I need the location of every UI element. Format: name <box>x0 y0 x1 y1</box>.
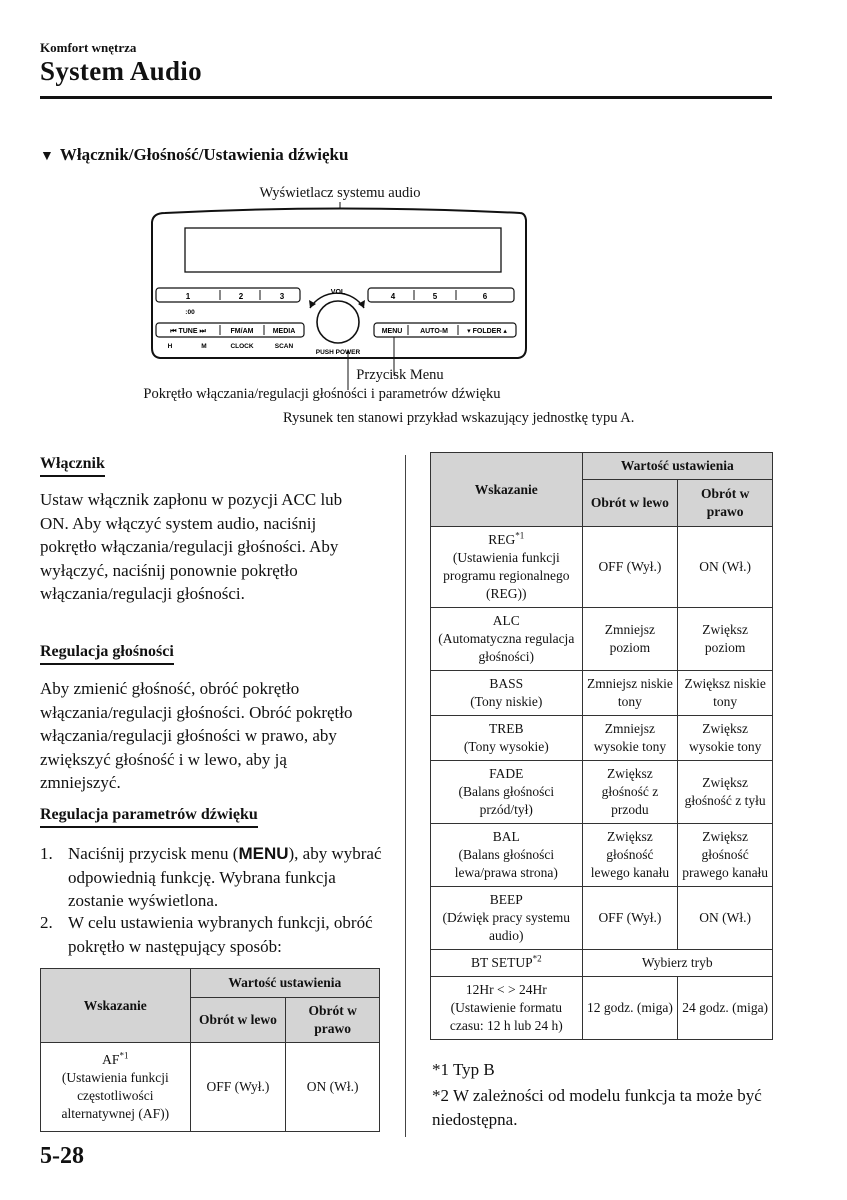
right-value-cell: ON (Wł.) <box>678 527 773 608</box>
media-button: MEDIA <box>272 328 296 335</box>
left-value-cell: 12 godz. (miga) <box>582 977 678 1040</box>
col-header-right: Obrót w prawo <box>678 480 773 527</box>
left-value-cell: Zmniejsz wysokie tony <box>582 716 678 761</box>
step-2-number: 2. <box>40 913 53 932</box>
left-value-cell: Zmniejsz niskie tony <box>582 671 678 716</box>
indicator-cell: BEEP (Dźwięk pracy systemu audio) <box>431 887 583 950</box>
footnote-1: *1 Typ B <box>432 1060 495 1079</box>
step-2 <box>40 911 390 961</box>
indicator-cell: TREB (Tony wysokie) <box>431 716 583 761</box>
indicator-cell: BT SETUP$^{*2}$ <box>431 950 583 977</box>
indicator-cell: BAL (Balans głośności lewa/prawa strona) <box>431 824 583 887</box>
footnote-2: *2 W zależności od modelu funkcja ta może być niedostępna. <box>432 1086 762 1129</box>
indicator-cell: ALC (Automatyczna regulacja głośności) <box>431 608 583 671</box>
right-value-cell: ON (Wł.) <box>286 1043 380 1132</box>
triangle-marker-icon: ▼ <box>40 149 54 164</box>
table-row <box>431 977 773 1040</box>
section-label: Komfort wnętrza <box>40 40 137 55</box>
label-scan: SCAN <box>274 343 294 350</box>
indicator-cell: FADE (Balans głośności przód/tył) <box>431 761 583 824</box>
subsection-title <box>40 145 348 165</box>
indicator-cell: AF$^{*1}$ (Ustawienia funkcji częstotliwości alternatywnej (AF)) <box>41 1043 191 1132</box>
table-row <box>431 671 773 716</box>
table-row <box>41 1043 380 1132</box>
right-value-cell: 24 godz. (miga) <box>678 977 773 1040</box>
label-m: M <box>201 343 207 350</box>
preset-3-button: 3 <box>279 292 285 301</box>
left-value-cell: Zmniejsz poziom <box>582 608 678 671</box>
left-value-cell: OFF (Wył.) <box>582 887 678 950</box>
col-header-setting: Wartość ustawienia <box>582 453 772 480</box>
table-row <box>431 950 773 977</box>
heading-glosnosc: Regulacja głośności <box>40 643 174 665</box>
col-header-indicator: Wskazanie <box>41 969 191 1043</box>
auto-m-button: AUTO-M <box>420 328 448 335</box>
heading-wlacznik: Włącznik <box>40 455 105 477</box>
label-colon00: :00 <box>185 309 195 316</box>
column-divider <box>405 455 406 1137</box>
preset-6-button: 6 <box>482 292 488 301</box>
left-value-cell: OFF (Wył.) <box>582 527 678 608</box>
label-display: Wyświetlacz systemu audio <box>259 185 421 201</box>
step-1-number: 1. <box>40 844 53 863</box>
left-value-cell: Zwiększ głośność lewego kanału <box>582 824 678 887</box>
indicator-cell: BASS (Tony niskie) <box>431 671 583 716</box>
label-clock: CLOCK <box>230 343 254 350</box>
table-row <box>431 887 773 950</box>
push-power-label: PUSH POWER <box>315 349 361 356</box>
settings-table-right <box>430 452 773 1040</box>
right-value-cell: Zwiększ wysokie tony <box>678 716 773 761</box>
tune-button: ⏮ TUNE ⏭ <box>170 328 206 335</box>
title-rule <box>40 96 772 99</box>
settings-table-left <box>40 968 380 1132</box>
table-row <box>431 527 773 608</box>
step-1 <box>40 842 390 914</box>
paragraph-wlacznik: Ustaw włącznik zapłonu w pozycji ACC lub ON. Aby włączyć system audio, naciśnij pokrętło włączania/regulacji głośności. Aby wyłączyć, naciśnij ponownie pokrętło włączania/regulacji głośności. <box>40 490 343 604</box>
col-header-left: Obrót w lewo <box>190 998 286 1043</box>
heading-parametry: Regulacja parametrów dźwięku <box>40 806 258 828</box>
col-header-left: Obrót w lewo <box>582 480 678 527</box>
right-value-cell: Zwiększ głośność prawego kanału <box>678 824 773 887</box>
page-number: 5-28 <box>40 1143 84 1169</box>
table-row <box>431 761 773 824</box>
right-value-cell: ON (Wł.) <box>678 887 773 950</box>
menu-key: MENU <box>238 844 289 863</box>
label-menu-button: Przycisk Menu <box>356 367 444 383</box>
display-window <box>185 228 501 272</box>
table-row <box>431 716 773 761</box>
preset-4-button: 4 <box>390 292 396 301</box>
preset-2-button: 2 <box>238 292 244 301</box>
right-value-cell: Zwiększ niskie tony <box>678 671 773 716</box>
step-2-text: W celu ustawienia wybranych funkcji, obróć pokrętło w następujący sposób: <box>68 913 373 956</box>
left-value-cell: OFF (Wył.) <box>190 1043 286 1132</box>
label-knob: Pokrętło włączania/regulacji głośności i parametrów dźwięku <box>143 386 501 402</box>
figure-note: Rysunek ten stanowi przykład wskazujący jednostkę typu A. <box>283 410 635 426</box>
indicator-cell: 12Hr < > 24Hr (Ustawienie formatu czasu: 12 h lub 24 h) <box>431 977 583 1040</box>
indicator-cell: REG$^{*1}$ (Ustawienia funkcji programu regionalnego (REG)) <box>431 527 583 608</box>
folder-button: ▾ FOLDER ▴ <box>467 328 507 335</box>
preset-bar-left <box>156 288 300 302</box>
paragraph-glosnosc: Aby zmienić głośność, obróć pokrętło włączania/regulacji głośności. Obróć pokrętło włączania/regulacji głośności w prawo, aby zwiększyć głośność i w lewo, aby ją zmniejszyć. <box>40 679 353 793</box>
right-value-cell: Zwiększ głośność z tyłu <box>678 761 773 824</box>
right-value-cell: Zwiększ poziom <box>678 608 773 671</box>
col-header-setting: Wartość ustawienia <box>190 969 379 998</box>
col-header-indicator: Wskazanie <box>431 453 583 527</box>
preset-1-button: 1 <box>185 292 191 301</box>
vol-label: VOL <box>330 289 346 296</box>
page-title: System Audio <box>40 56 202 86</box>
step-1-text: Naciśnij przycisk menu (MENU), aby wybrać odpowiednią funkcję. Wybrana funkcja zostanie wyświetlona. <box>68 844 382 911</box>
col-header-right: Obrót w prawo <box>286 998 380 1043</box>
table-row <box>431 608 773 671</box>
table-row <box>431 824 773 887</box>
audio-unit-diagram <box>110 180 710 410</box>
fm-am-button: FM/AM <box>230 328 254 335</box>
left-value-cell: Zwiększ głośność z przodu <box>582 761 678 824</box>
volume-knob <box>317 301 359 343</box>
merged-value-cell: Wybierz tryb <box>582 950 772 977</box>
label-h: H <box>167 343 173 350</box>
subsection-title-text: Włącznik/Głośność/Ustawienia dźwięku <box>59 145 349 164</box>
preset-5-button: 5 <box>432 292 438 301</box>
menu-button: MENU <box>381 328 403 335</box>
